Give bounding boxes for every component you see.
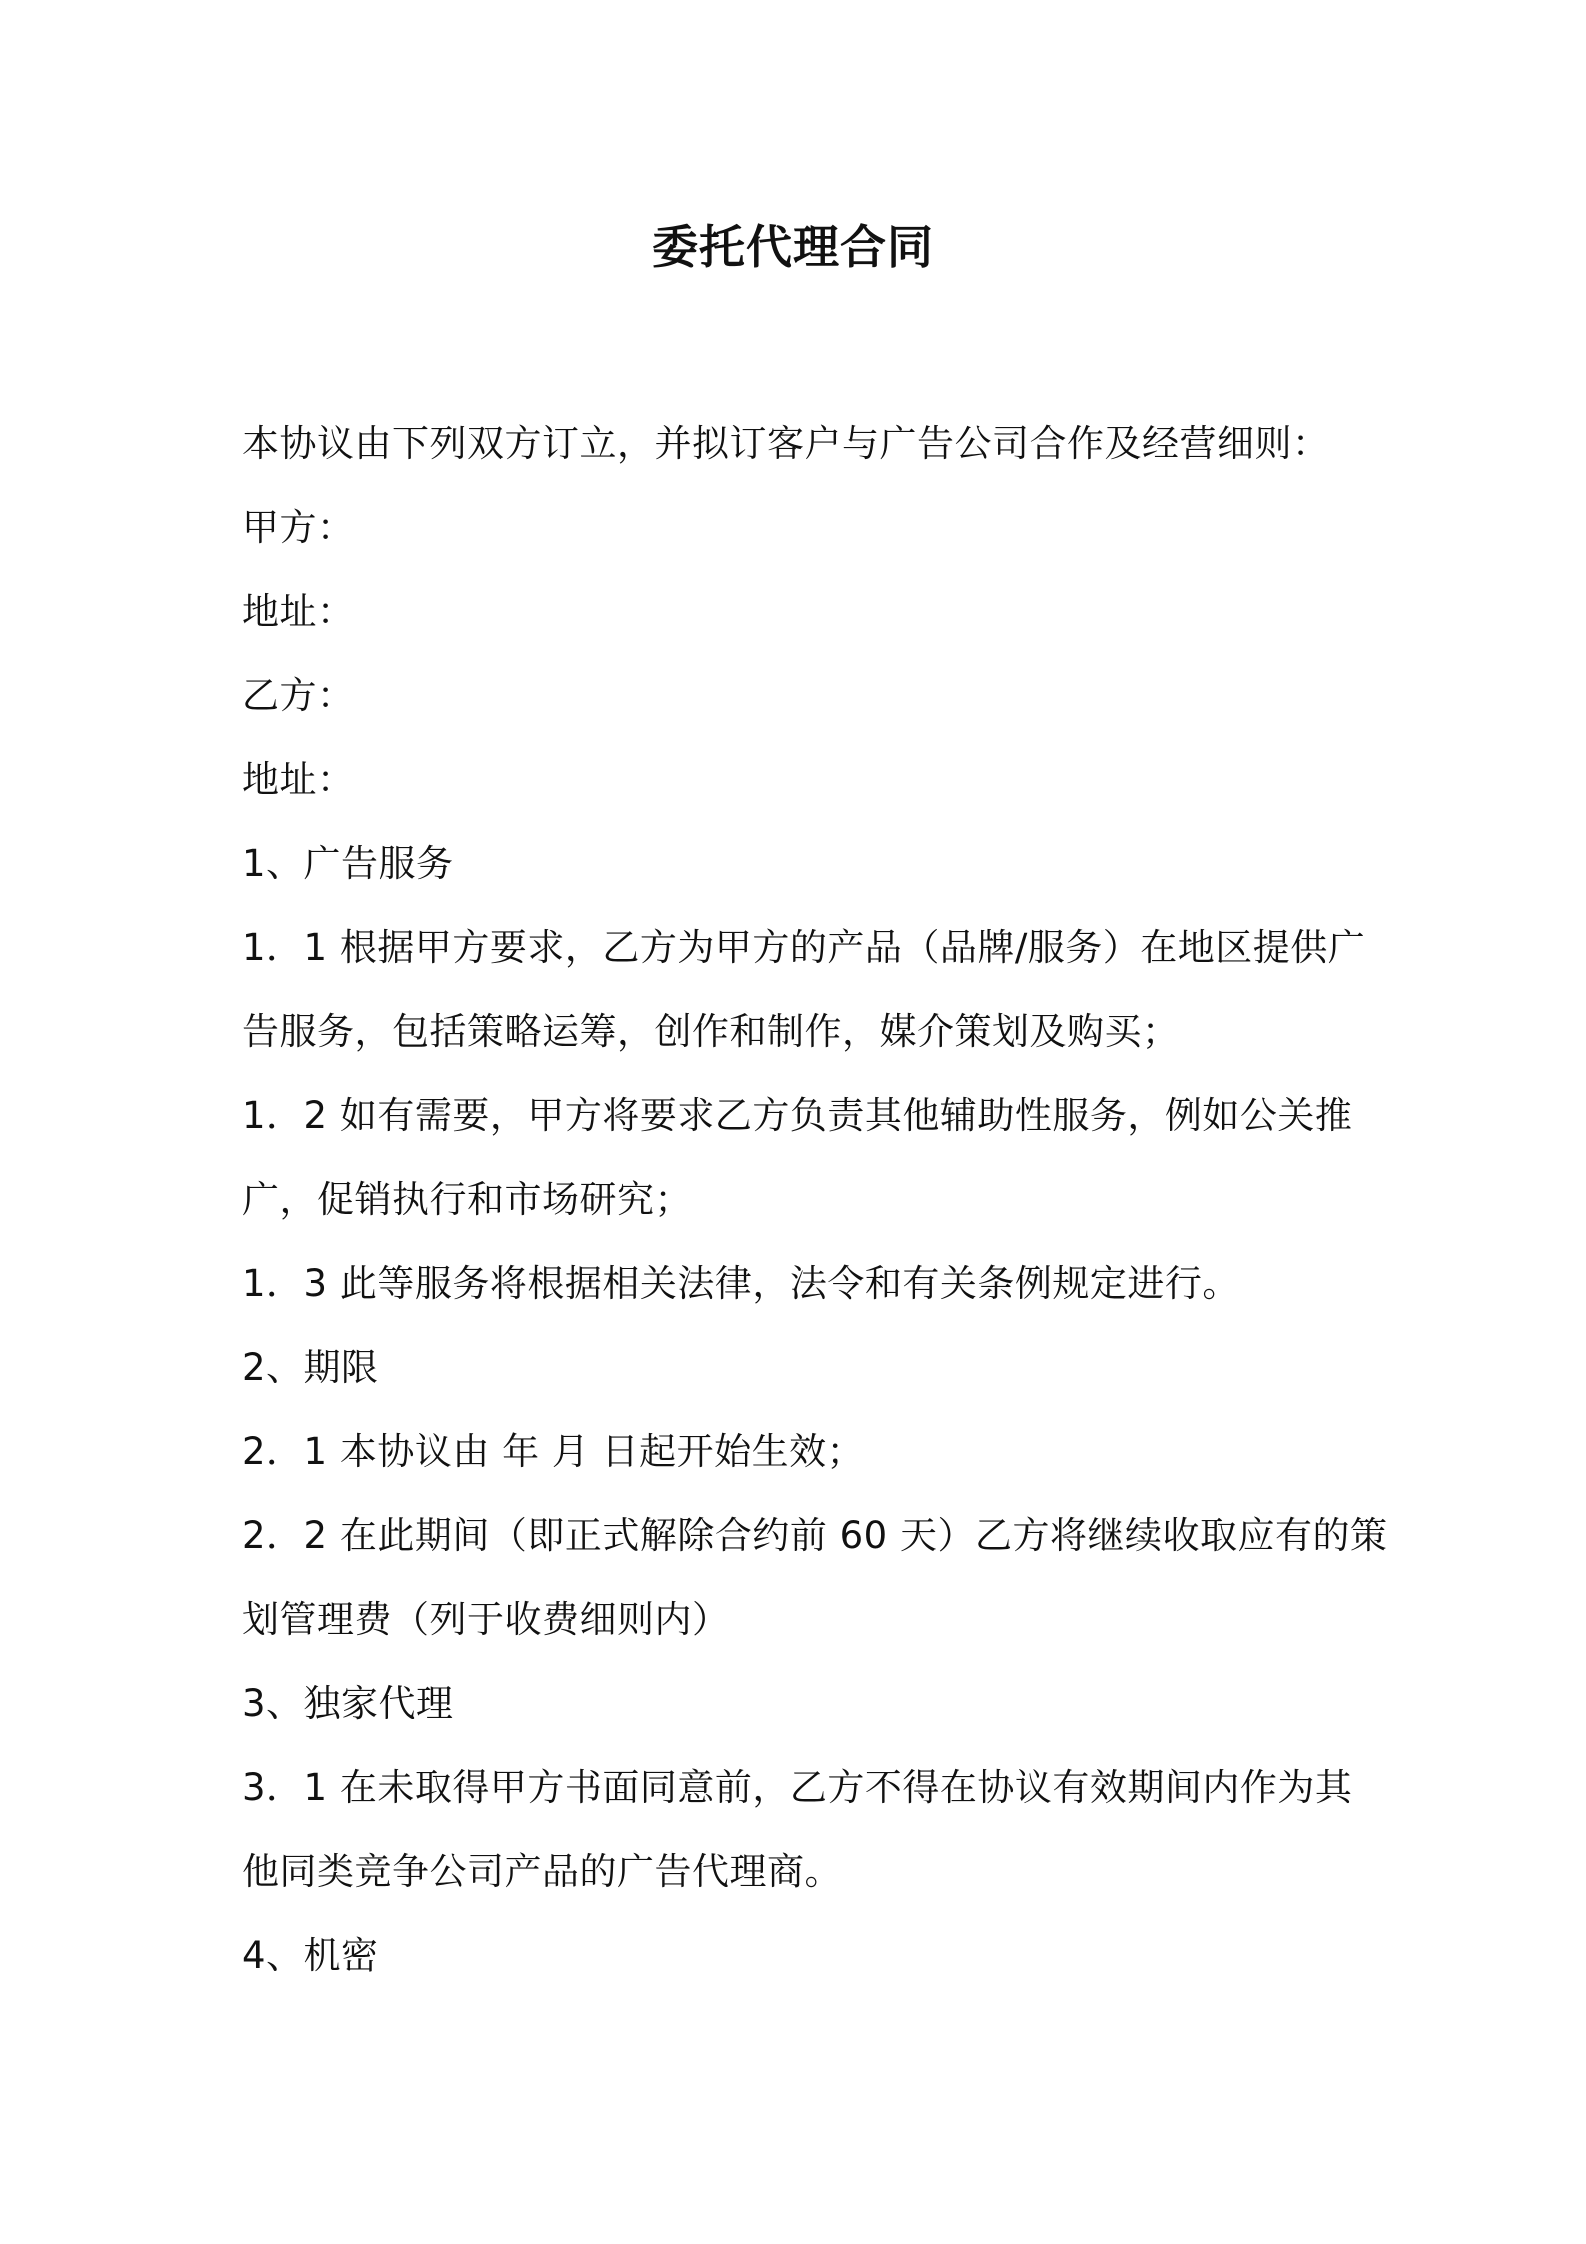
clause-2-1: 2．1 本协议由 年 月 日起开始生效； — [242, 1430, 865, 1473]
clause-1-3: 1．3 此等服务将根据相关法律，法令和有关条例规定进行。 — [242, 1262, 1240, 1305]
clause-1-2-line-1: 1．2 如有需要，甲方将要求乙方负责其他辅助性服务，例如公关推 — [242, 1094, 1353, 1137]
clause-1-2-line-2: 广，促销执行和市场研究； — [242, 1178, 692, 1221]
party-b-address-label: 地址： — [242, 758, 355, 801]
clause-2-2-line-1: 2．2 在此期间（即正式解除合约前 60 天）乙方将继续收取应有的策 — [242, 1514, 1388, 1557]
clause-1-1-line-1: 1．1 根据甲方要求，乙方为甲方的产品（品牌/服务）在地区提供广 — [242, 926, 1366, 969]
clause-2-2-line-2: 划管理费（列于收费细则内） — [242, 1598, 730, 1641]
section-heading-term: 2、期限 — [242, 1346, 379, 1389]
party-a-label: 甲方： — [242, 506, 355, 549]
document-body — [242, 402, 1388, 1998]
section-heading-confidentiality: 4、机密 — [242, 1934, 379, 1977]
clause-3-1-line-1: 3．1 在未取得甲方书面同意前，乙方不得在协议有效期间内作为其 — [242, 1766, 1353, 1809]
document-title: 委托代理合同 — [652, 220, 934, 274]
clause-1-1-line-2: 告服务，包括策略运筹，创作和制作，媒介策划及购买； — [242, 1010, 1180, 1053]
section-heading-exclusive-agency: 3、独家代理 — [242, 1682, 454, 1725]
party-a-address-label: 地址： — [242, 590, 355, 633]
clause-3-1-line-2: 他同类竞争公司产品的广告代理商。 — [242, 1850, 842, 1893]
intro-line: 本协议由下列双方订立，并拟订客户与广告公司合作及经营细则： — [242, 422, 1330, 465]
section-heading-advertising-service: 1、广告服务 — [242, 842, 454, 885]
party-b-label: 乙方： — [242, 674, 355, 717]
